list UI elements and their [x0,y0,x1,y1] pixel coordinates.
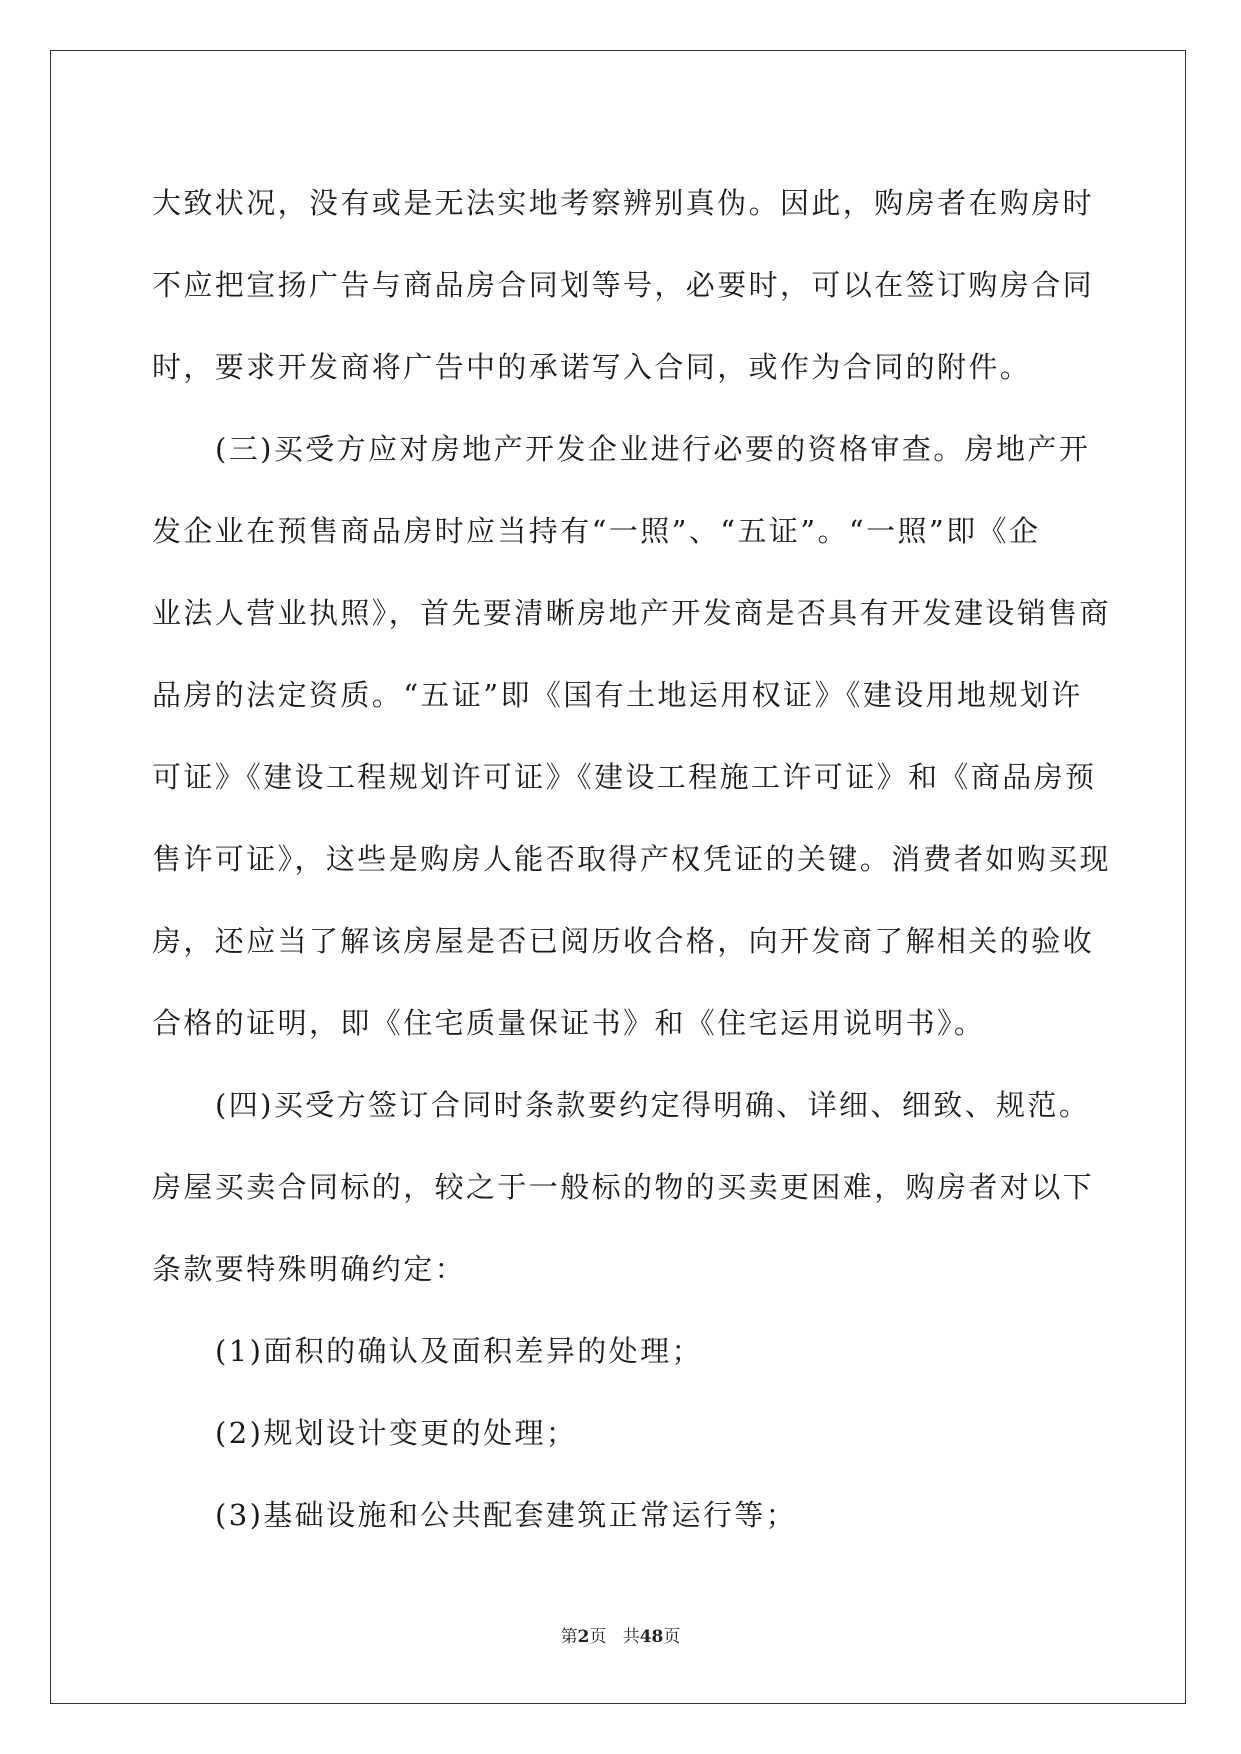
current-page-number: 2 [577,1627,590,1647]
text-line: 房屋买卖合同标的，较之于一般标的物的买卖更困难，购房者对以下 [152,1170,1095,1204]
page-prefix: 第 [560,1627,578,1647]
total-suffix: 页 [663,1627,681,1647]
document-body [152,162,1111,1556]
text-line: 可证》《建设工程规划许可证》《建设工程施工许可证》和《商品房预 [152,760,1097,794]
text-line: 时，要求开发商将广告中的承诺写入合同，或作为合同的附件。 [152,350,1032,384]
text-line: 大致状况，没有或是无法实地考察辨别真伪。因此，购房者在购房时 [152,186,1095,220]
text-line: 合格的证明，即《住宅质量保证书》和《住宅运用说明书》。 [152,1006,986,1040]
text-line: 发企业在预售商品房时应当持有“一照”、“五证”。“一照”即《企 [152,514,1041,548]
text-line: 品房的法定资质。“五证”即《国有土地运用权证》《建设用地规划许 [152,678,1083,712]
list-item: (2)规划设计变更的处理； [215,1416,578,1450]
text-line: 业法人营业执照》，首先要清晰房地产开发商是否具有开发建设销售商 [152,596,1111,630]
text-line: 条款要特殊明确约定： [152,1252,467,1286]
paragraph-start-line: (三)买受方应对房地产开发企业进行必要的资格审查。房地产开 [215,432,1091,466]
total-page-count: 48 [639,1627,664,1647]
list-item: (1)面积的确认及面积差异的处理； [215,1334,703,1368]
text-line: 房，还应当了解该房屋是否已阅历收合格，向开发商了解相关的验收 [152,924,1095,958]
text-line: 不应把宣扬广告与商品房合同划等号，必要时，可以在签订购房合同 [152,268,1095,302]
page-suffix: 页 [589,1627,607,1647]
text-line: 售许可证》，这些是购房人能否取得产权凭证的关键。消费者如购买现 [152,842,1111,876]
paragraph-start-line: (四)买受方签订合同时条款要约定得明确、详细、细致、规范。 [215,1088,1091,1122]
total-prefix: 共 [622,1627,640,1647]
page-footer [0,1622,1241,1647]
list-item: (3)基础设施和公共配套建筑正常运行等； [215,1498,798,1532]
